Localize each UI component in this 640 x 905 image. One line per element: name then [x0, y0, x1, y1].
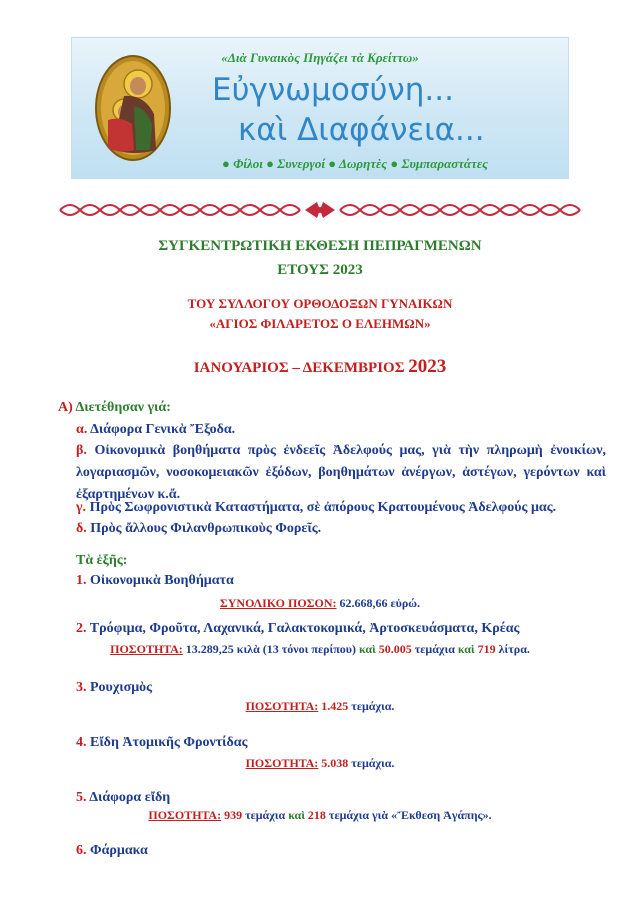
detail-item-4: 4. Εἴδη Ἀτομικῆς Φροντίδας: [76, 735, 248, 750]
banner-motto: «Διὰ Γυναικὸς Πηγάζει τὰ Κρείττω»: [221, 50, 419, 65]
detail-item-1: 1. Οἰκονομικὰ Βοηθήματα: [76, 573, 234, 588]
detail-4-quantity: ΠΟΣΟΤΗΤΑ: 5.038 τεμάχια.: [245, 756, 395, 770]
section-a-letter: Α): [58, 400, 73, 415]
detail-3-quantity: ΠΟΣΟΤΗΤΑ: 1.425 τεμάχια.: [245, 699, 395, 713]
saint-icon: [94, 54, 172, 162]
ornament-divider: [55, 199, 585, 221]
detail-item-5: 5. Διάφορα εἴδη: [76, 790, 171, 805]
org-name-line2: «ΑΓΙΟΣ ΦΙΛΑΡΕΤΟΣ Ο ΕΛΕΗΜΩΝ»: [209, 316, 431, 331]
period-year: 2023: [408, 356, 447, 377]
section-a-title: Διετέθησαν γιά:: [75, 400, 171, 415]
list-item-a: α. Διάφορα Γενικὰ Ἔξοδα.: [76, 422, 236, 437]
report-title: ΣΥΓΚΕΝΤΡΩΤΙΚΗ ΕΚΘΕΣΗ ΠΕΠΡΑΓΜΕΝΩΝ: [158, 238, 482, 254]
banner-title-line1: Εὐγνωμοσύνη...: [212, 72, 454, 108]
report-period: [0, 356, 640, 378]
period-months: ΙΑΝΟΥΑΡΙΟΣ – ΔΕΚΕΜΒΡΙΟΣ: [193, 360, 405, 376]
list-item-b: β. Οἰκονομικὰ βοηθήματα πρὸς ἐνδεεῖς Ἀδελφούς μας, γιὰ τὴν πληρωμὴ ἐνοικίων, λογαριασμῶν, νοσοκομειακῶν ἐξόδων, βοηθημάτων ἀνέργων, ἀστέγων, γερόντων καὶ ἐξαρτημένων κ.ἄ.: [76, 443, 606, 502]
detail-2-quantity: ΠΟΣΟΤΗΤΑ: 13.289,25 κιλὰ (13 τόνοι περίπου) καὶ 50.005 τεμάχια καὶ 719 λίτρα.: [110, 642, 530, 656]
details-intro: Τὰ ἑξῆς:: [76, 553, 128, 568]
report-year: ΕΤΟΥΣ 2023: [277, 262, 363, 278]
detail-item-6: 6. Φάρμακα: [76, 843, 148, 858]
detail-1-amount: ΣΥΝΟΛΙΚΟ ΠΟΣΟΝ: 62.668,66 εὐρώ.: [219, 596, 421, 610]
list-item-c: γ. Πρὸς Σωφρονιστικὰ Καταστήματα, σὲ ἀπόρους Κρατουμένους Ἀδελφούς μας.: [76, 500, 557, 515]
banner-tagline: ● Φίλοι ● Συνεργοί ● Δωρητὲς ● Συμπαραστάτες: [222, 156, 488, 171]
org-name-line1: ΤΟΥ ΣΥΛΛΟΓΟΥ ΟΡΘΟΔΟΞΩΝ ΓΥΝΑΙΚΩΝ: [187, 296, 453, 311]
section-a-heading: [58, 400, 171, 416]
header-banner: [71, 37, 569, 179]
detail-5-quantity: ΠΟΣΟΤΗΤΑ: 939 τεμάχια καὶ 218 τεμάχια γιὰ «Ἔκθεση Ἀγάπης».: [148, 808, 492, 822]
detail-item-3: 3. Ρουχισμὸς: [76, 680, 153, 695]
list-item-d: δ. Πρὸς ἄλλους Φιλανθρωπικοὺς Φορεῖς.: [76, 521, 322, 536]
detail-item-2: 2. Τρόφιμα, Φροῦτα, Λαχανικά, Γαλακτοκομικά, Ἀρτοσκευάσματα, Κρέας: [76, 621, 520, 636]
banner-title-line2: καὶ Διαφάνεια...: [238, 112, 485, 148]
